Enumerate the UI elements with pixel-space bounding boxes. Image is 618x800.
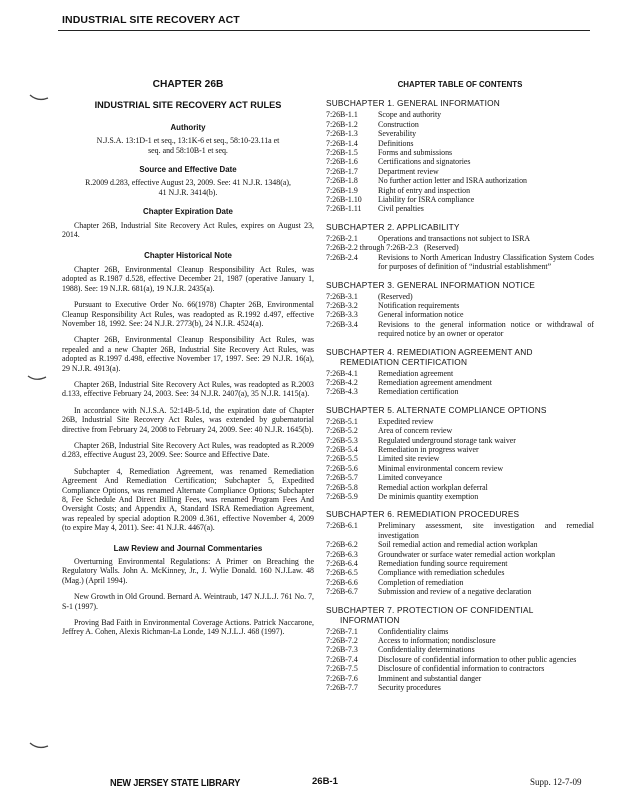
section-title: De minimis quantity exemption xyxy=(378,492,479,501)
toc-entry xyxy=(326,195,594,204)
toc-entry xyxy=(326,492,594,501)
section-number: 7:26B-1.10 xyxy=(326,195,362,205)
subchapter-title-line: SUBCHAPTER 2. APPLICABILITY xyxy=(326,221,460,232)
toc-entry xyxy=(326,310,594,319)
section-title: Revisions to the general information notice or withdrawal of required notice by an owner or operator xyxy=(378,319,594,339)
section-title: Notification requirements xyxy=(378,300,460,310)
chapter-number: CHAPTER 26B xyxy=(152,79,224,90)
history-paragraph: Pursuant to Executive Order No. 66(1978) Chapter 26B, Environmental Cleanup Responsibility Act Rules, was readopted as R.1992 d.497, effective November 18, 1992. See: 24 N.J.R. 2773(b), 24 N.J.R. 4524(a). xyxy=(62,300,314,328)
toc-entry xyxy=(326,483,594,492)
toc-entry xyxy=(326,636,594,645)
history-paragraph: In accordance with N.J.S.A. 52:14B-5.1d, the expiration date of Chapter 26B, Industrial Site Recovery Act Rules, was extended by gubernatorial directive from February 24, 2008 to February 24, 2009. See: 40 N.J.R. 1645(b). xyxy=(62,405,314,434)
toc-entry xyxy=(326,378,594,387)
toc-entry xyxy=(326,664,594,673)
history-paragraph: Chapter 26B, Industrial Site Recovery Act Rules, was readopted as R.2009 d.283, effective August 23, 2009. See: Source and Effective Date. xyxy=(62,440,314,460)
subchapter-title-line: INFORMATION xyxy=(340,614,400,625)
section-title: Remediation certification xyxy=(378,387,459,397)
subchapter-heading xyxy=(326,347,594,367)
toc-entry xyxy=(326,436,594,445)
subchapter-title-line: SUBCHAPTER 3. GENERAL INFORMATION NOTICE xyxy=(326,279,535,290)
section-title: Operations and transactions not subject to ISRA xyxy=(378,233,531,243)
toc-entry xyxy=(326,587,594,596)
section-title: Imminent and substantial danger xyxy=(378,673,482,683)
section-number: 7:26B-6.3 xyxy=(326,549,358,559)
toc-entry xyxy=(326,301,594,310)
history-paragraph: Chapter 26B, Environmental Cleanup Responsibility Act Rules, was repealed and a new Chapter 26B, Industrial Site Recovery Act Rules, was adopted as R.1997 d.498, effective November 17, 1997. See: 29 N.J.R. 16(a), 29 N.J.R. 4913(a). xyxy=(62,335,314,373)
law-review-entry: New Growth in Old Ground. Bernard A. Weintraub, 147 N.J.L.J. 761 No. 7, S-1 (1997). xyxy=(62,592,314,611)
subchapter-heading xyxy=(326,405,594,415)
section-number: 7:26B-7.7 xyxy=(326,683,358,693)
toc-entry xyxy=(326,454,594,463)
section-number: 7:26B-1.5 xyxy=(326,148,358,158)
section-number: 7:26B-5.3 xyxy=(326,435,358,445)
section-number: 7:26B-3.4 xyxy=(326,319,358,329)
section-number: 7:26B-7.5 xyxy=(326,664,358,674)
section-title: (Reserved) xyxy=(424,243,459,253)
toc-entry xyxy=(326,550,594,559)
toc-entry xyxy=(326,559,594,568)
subchapter-heading xyxy=(326,509,594,519)
law-review-entry: Proving Bad Faith in Environmental Coverage Actions. Patrick Naccarone, Jeffrey A. Cohen, Alexis Richman-La Londe, 149 N.J.L.J. 468 (1997). xyxy=(62,618,314,637)
section-title: Severability xyxy=(378,129,417,139)
section-number: 7:26B-5.6 xyxy=(326,463,358,473)
toc-entry xyxy=(326,110,594,119)
toc-entry xyxy=(326,578,594,587)
section-number: 7:26B-2.1 xyxy=(326,233,358,243)
section-title: (Reserved) xyxy=(378,291,413,301)
section-title: Right of entry and inspection xyxy=(378,185,471,195)
section-number: 7:26B-6.7 xyxy=(326,587,358,597)
section-title: General information notice xyxy=(378,310,464,320)
subchapter-heading xyxy=(326,605,594,625)
section-title: Liability for ISRA compliance xyxy=(378,195,475,205)
section-number: 7:26B-1.2 xyxy=(326,119,358,129)
toc-entry xyxy=(326,445,594,454)
section-number: 7:26B-5.8 xyxy=(326,482,358,492)
toc-body xyxy=(326,98,594,692)
section-title: Remedial action workplan deferral xyxy=(378,482,488,492)
toc-entry xyxy=(326,568,594,577)
subchapter-title-line: SUBCHAPTER 1. GENERAL INFORMATION xyxy=(326,98,500,109)
section-number: 7:26B-6.6 xyxy=(326,577,358,587)
section-number: 7:26B-1.3 xyxy=(326,129,358,139)
section-number: 7:26B-5.7 xyxy=(326,473,358,483)
toc-entry xyxy=(326,157,594,166)
section-number: 7:26B-4.1 xyxy=(326,368,358,378)
section-title: Access to information; nondisclosure xyxy=(378,636,496,646)
toc-entry xyxy=(326,674,594,683)
history-notes xyxy=(62,265,314,533)
toc-entry xyxy=(326,139,594,148)
section-number: 7:26B-6.1 xyxy=(326,521,358,531)
page-number: 26B-1 xyxy=(312,776,338,787)
law-review-entry: Overturning Environmental Regulations: A Primer on Breaching the Regulatory Walls. John A. McKinney, Jr., J. Wylie Donald. 160 N.J.Law. 48 (Mag.) (April 1994). xyxy=(62,557,314,585)
law-review-heading: Law Review and Journal Commentaries xyxy=(113,543,263,553)
section-title: Confidentiality claims xyxy=(378,626,449,636)
section-number: 7:26B-3.2 xyxy=(326,300,358,310)
subchapter-title-line: SUBCHAPTER 5. ALTERNATE COMPLIANCE OPTIONS xyxy=(326,404,547,415)
section-number: 7:26B-6.5 xyxy=(326,568,358,578)
toc-entry xyxy=(326,645,594,654)
subchapter-title-line: SUBCHAPTER 4. REMEDIATION AGREEMENT AND xyxy=(326,346,533,357)
section-title: Construction xyxy=(378,119,419,129)
section-number: 7:26B-1.1 xyxy=(326,110,358,120)
section-number: 7:26B-4.2 xyxy=(326,377,358,387)
section-number: 7:26B-5.4 xyxy=(326,444,358,454)
section-number: 7:26B-5.1 xyxy=(326,416,358,426)
section-number: 7:26B-6.4 xyxy=(326,559,358,569)
toc-entry xyxy=(326,464,594,473)
section-number: 7:26B-1.6 xyxy=(326,157,358,167)
section-title: Regulated underground storage tank waiver xyxy=(378,435,516,445)
toc-entry xyxy=(326,320,594,339)
section-number: 7:26B-7.4 xyxy=(326,654,358,664)
section-title: Minimal environmental concern review xyxy=(378,463,504,473)
section-number: 7:26B-7.2 xyxy=(326,636,358,646)
section-title: Disclosure of confidential information to other public agencies xyxy=(378,654,577,664)
expiration-text: Chapter 26B, Industrial Site Recovery Act Rules, expires on August 23, 2014. xyxy=(62,220,314,240)
section-title: Groundwater or surface water remedial action workplan xyxy=(378,549,556,559)
section-title: Remediation funding source requirement xyxy=(378,559,508,569)
section-number: 7:26B-3.3 xyxy=(326,310,358,320)
toc-entry xyxy=(326,167,594,176)
subchapter-heading xyxy=(326,98,594,108)
toc-title: CHAPTER TABLE OF CONTENTS xyxy=(397,80,523,89)
history-heading: Chapter Historical Note xyxy=(144,251,232,261)
section-number: 7:26B-4.3 xyxy=(326,387,358,397)
toc-entry xyxy=(326,426,594,435)
section-title: Forms and submissions xyxy=(378,148,453,158)
toc-entry xyxy=(326,473,594,482)
toc-entry xyxy=(326,253,594,272)
toc-entry xyxy=(326,120,594,129)
section-title: Security procedures xyxy=(378,683,441,693)
section-title: Compliance with remediation schedules xyxy=(378,568,505,578)
section-number: 7:26B-7.1 xyxy=(326,626,358,636)
subchapter-heading xyxy=(326,280,594,290)
section-number: 7:26B-1.7 xyxy=(326,166,358,176)
subchapter-title-line: REMEDIATION CERTIFICATION xyxy=(340,356,468,367)
supplement-date: Supp. 12-7-09 xyxy=(530,777,582,787)
section-number: 7:26B-2.4 xyxy=(326,252,358,262)
toc-entry xyxy=(326,234,594,243)
section-number: 7:26B-1.4 xyxy=(326,138,358,148)
toc-entry xyxy=(326,176,594,185)
subchapter-title-line: SUBCHAPTER 6. REMEDIATION PROCEDURES xyxy=(326,509,520,520)
section-title: Expedited review xyxy=(378,416,434,426)
library-stamp: NEW JERSEY STATE LIBRARY xyxy=(110,778,241,789)
section-title: Revisions to North American Industry Classification System Codes for purposes of definition of “industrial establishment” xyxy=(378,252,594,272)
section-number: 7:26B-1.8 xyxy=(326,176,358,186)
section-title: Confidentiality determinations xyxy=(378,645,475,655)
toc-entry xyxy=(326,148,594,157)
section-title: Certifications and signatories xyxy=(378,157,471,167)
section-title: Preliminary assessment, site investigation and remedial investigation xyxy=(378,521,594,540)
toc-entry xyxy=(326,683,594,692)
binding-mark-icon xyxy=(28,92,50,104)
table-of-contents xyxy=(326,80,594,693)
subchapter-title-line: SUBCHAPTER 7. PROTECTION OF CONFIDENTIAL xyxy=(326,604,534,615)
section-title: Remediation agreement amendment xyxy=(378,377,492,387)
section-title: Scope and authority xyxy=(378,110,442,120)
authority-heading: Authority xyxy=(170,122,206,132)
toc-entry xyxy=(326,627,594,636)
toc-entry xyxy=(326,540,594,549)
toc-entry xyxy=(326,129,594,138)
law-review-list xyxy=(62,557,314,637)
source-text: R.2009 d.283, effective August 23, 2009. See: 41 N.J.R. 1348(a), 41 N.J.R. 3414(b). xyxy=(85,178,291,197)
toc-entry xyxy=(326,369,594,378)
section-title: Definitions xyxy=(378,138,414,148)
section-number: 7:26B-5.2 xyxy=(326,426,358,436)
running-header: INDUSTRIAL SITE RECOVERY ACT xyxy=(62,14,240,26)
history-paragraph: Chapter 26B, Industrial Site Recovery Act Rules, was readopted as R.2003 d.133, effective February 24, 2003. See: 34 N.J.R. 2407(a), 35 N.J.R. 1415(a). xyxy=(62,379,314,399)
authority-text: N.J.S.A. 13:1D-1 et seq., 13:1K-6 et seq., 58:10-23.11a et seq. and 58:10B-1 et seq. xyxy=(96,136,280,155)
history-paragraph: Chapter 26B, Environmental Cleanup Responsibility Act Rules, was adopted as R.1987 d.528, effective December 21, 1987 (operative January 1, 1988). See: 19 N.J.R. 681(a), 19 N.J.R. 2435(a). xyxy=(62,264,314,293)
toc-entry xyxy=(326,186,594,195)
left-column xyxy=(62,80,314,644)
section-title: Department review xyxy=(378,166,439,176)
binding-mark-icon xyxy=(28,740,50,752)
section-title: Civil penalties xyxy=(378,204,424,214)
section-title: Remediation in progress waiver xyxy=(378,444,479,454)
section-number: 7:26B-7.3 xyxy=(326,645,358,655)
section-number: 7:26B-5.9 xyxy=(326,492,358,501)
section-title: Soil remedial action and remedial action workplan xyxy=(378,540,538,550)
section-title: Submission and review of a negative declaration xyxy=(378,587,532,597)
section-title: No further action letter and ISRA authorization xyxy=(378,176,528,186)
toc-entry xyxy=(326,204,594,213)
toc-entry xyxy=(326,292,594,301)
toc-entry xyxy=(326,387,594,396)
toc-entry xyxy=(326,417,594,426)
section-title: Remediation agreement xyxy=(378,368,454,378)
section-number: 7:26B-1.9 xyxy=(326,185,358,195)
header-rule xyxy=(58,30,590,31)
toc-entry xyxy=(326,243,594,252)
toc-entry xyxy=(326,655,594,664)
subchapter-heading xyxy=(326,222,594,232)
toc-entry xyxy=(326,521,594,540)
section-number: 7:26B-3.1 xyxy=(326,291,358,301)
section-title: Limited site review xyxy=(378,454,440,464)
section-number: 7:26B-1.11 xyxy=(326,204,362,214)
section-number: 7:26B-2.2 through 7:26B-2.3 xyxy=(326,243,419,253)
expiration-heading: Chapter Expiration Date xyxy=(143,207,233,217)
binding-mark-icon xyxy=(26,372,48,384)
section-number: 7:26B-5.5 xyxy=(326,454,358,464)
section-title: Disclosure of confidential information to contractors xyxy=(378,664,545,674)
source-heading: Source and Effective Date xyxy=(139,165,237,175)
chapter-name: INDUSTRIAL SITE RECOVERY ACT RULES xyxy=(94,100,282,111)
section-title: Area of concern review xyxy=(378,426,453,436)
history-paragraph: Subchapter 4, Remediation Agreement, was renamed Remediation Agreement And Remediation Certification; Subchapter 5, Expedited Compliance Options, was renamed Alternate Compliance Options; Subchapter 8, Fee Schedule And Direct Billing Fees, was renamed Program Fees And Oversight Costs; and Appendix A, Standard ISRA Remediation Agreement, was repealed by special adoption R.2009 d.361, effective November 4, 2009 (to expire May 4, 2011). See: 41 N.J.R. 4467(a). xyxy=(62,466,314,533)
section-number: 7:26B-6.2 xyxy=(326,540,358,550)
section-title: Completion of remediation xyxy=(378,577,464,587)
section-number: 7:26B-7.6 xyxy=(326,673,358,683)
section-title: Limited conveyance xyxy=(378,473,443,483)
